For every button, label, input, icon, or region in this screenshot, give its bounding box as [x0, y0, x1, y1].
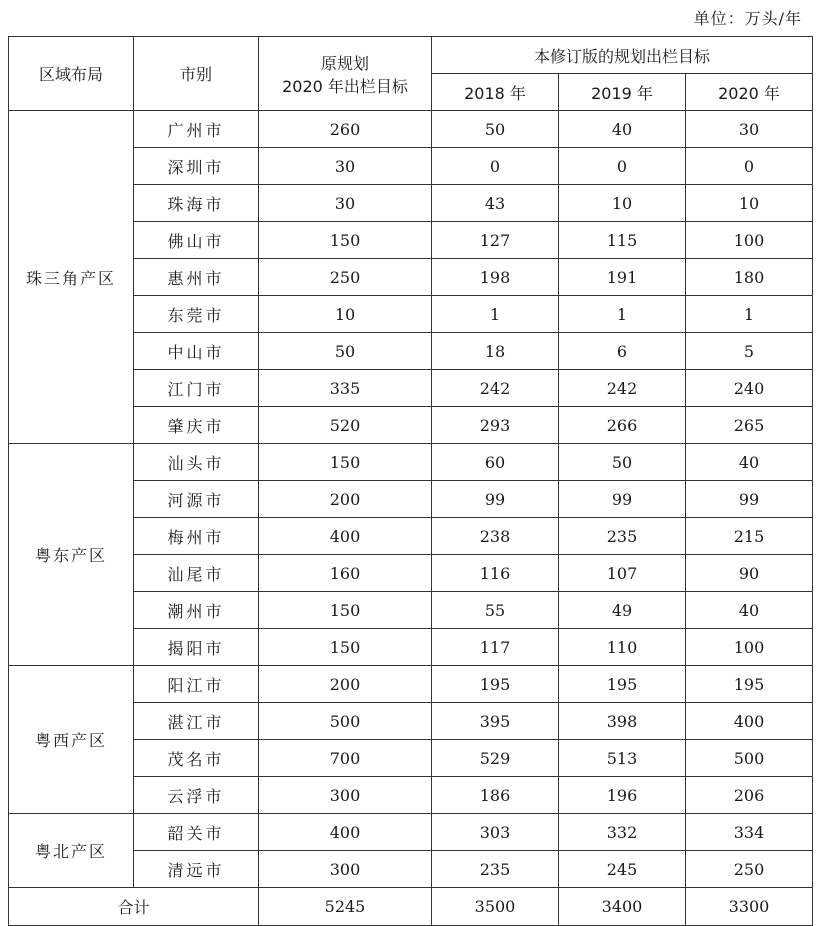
target-2020-cell: 1: [686, 296, 813, 333]
target-2018-cell: 99: [432, 481, 559, 518]
original-target-cell: 150: [259, 592, 432, 629]
original-target-cell: 700: [259, 740, 432, 777]
target-2020-cell: 240: [686, 370, 813, 407]
total-label: 合计: [9, 888, 259, 926]
target-2018-cell: 293: [432, 407, 559, 444]
target-2019-cell: 107: [559, 555, 686, 592]
data-table: [8, 36, 813, 926]
original-target-cell: 200: [259, 666, 432, 703]
target-2020-cell: 206: [686, 777, 813, 814]
original-target-cell: 400: [259, 814, 432, 851]
target-2019-cell: 266: [559, 407, 686, 444]
city-cell: 肇庆市: [134, 407, 259, 444]
city-cell: 东莞市: [134, 296, 259, 333]
original-target-cell: 300: [259, 851, 432, 888]
target-2019-cell: 50: [559, 444, 686, 481]
city-cell: 揭阳市: [134, 629, 259, 666]
target-2020-cell: 265: [686, 407, 813, 444]
city-cell: 中山市: [134, 333, 259, 370]
target-2020-cell: 250: [686, 851, 813, 888]
original-target-cell: 250: [259, 259, 432, 296]
city-cell: 惠州市: [134, 259, 259, 296]
region-cell: 珠三角产区: [9, 111, 134, 444]
city-cell: 云浮市: [134, 777, 259, 814]
target-2018-cell: 529: [432, 740, 559, 777]
city-cell: 汕头市: [134, 444, 259, 481]
region-cell: 粤北产区: [9, 814, 134, 888]
original-target-cell: 335: [259, 370, 432, 407]
target-2019-cell: 6: [559, 333, 686, 370]
city-cell: 潮州市: [134, 592, 259, 629]
original-target-cell: 400: [259, 518, 432, 555]
unit-label: 单位：万头/年: [693, 9, 802, 28]
table-row: [9, 814, 813, 851]
target-2018-cell: 43: [432, 185, 559, 222]
target-2018-cell: 117: [432, 629, 559, 666]
city-cell: 深圳市: [134, 148, 259, 185]
target-2019-cell: 191: [559, 259, 686, 296]
target-2018-cell: 116: [432, 555, 559, 592]
target-2019-cell: 1: [559, 296, 686, 333]
target-2020-cell: 40: [686, 444, 813, 481]
target-2020-cell: 215: [686, 518, 813, 555]
total-2019: 3400: [559, 888, 686, 926]
original-target-cell: 150: [259, 629, 432, 666]
target-2018-cell: 1: [432, 296, 559, 333]
total-original: 5245: [259, 888, 432, 926]
city-cell: 广州市: [134, 111, 259, 148]
original-target-cell: 30: [259, 148, 432, 185]
original-target-cell: 300: [259, 777, 432, 814]
header-original-plan-line2: 2020 年出栏目标: [282, 76, 408, 96]
city-cell: 梅州市: [134, 518, 259, 555]
target-2020-cell: 99: [686, 481, 813, 518]
target-2020-cell: 100: [686, 629, 813, 666]
city-cell: 湛江市: [134, 703, 259, 740]
target-2019-cell: 40: [559, 111, 686, 148]
target-2018-cell: 395: [432, 703, 559, 740]
original-target-cell: 520: [259, 407, 432, 444]
city-cell: 珠海市: [134, 185, 259, 222]
original-target-cell: 10: [259, 296, 432, 333]
target-2020-cell: 30: [686, 111, 813, 148]
header-original-plan-line1: 原规划: [320, 53, 369, 73]
target-2020-cell: 180: [686, 259, 813, 296]
city-cell: 汕尾市: [134, 555, 259, 592]
target-2020-cell: 90: [686, 555, 813, 592]
table-row: [9, 666, 813, 703]
target-2018-cell: 18: [432, 333, 559, 370]
target-2019-cell: 195: [559, 666, 686, 703]
target-2019-cell: 196: [559, 777, 686, 814]
target-2020-cell: 195: [686, 666, 813, 703]
target-2018-cell: 55: [432, 592, 559, 629]
target-2019-cell: 49: [559, 592, 686, 629]
target-2020-cell: 0: [686, 148, 813, 185]
region-cell: 粤西产区: [9, 666, 134, 814]
header-region: 区域布局: [9, 37, 134, 111]
target-2020-cell: 500: [686, 740, 813, 777]
original-target-cell: 260: [259, 111, 432, 148]
original-target-cell: 30: [259, 185, 432, 222]
target-2020-cell: 100: [686, 222, 813, 259]
target-2019-cell: 235: [559, 518, 686, 555]
target-2019-cell: 245: [559, 851, 686, 888]
target-2019-cell: 115: [559, 222, 686, 259]
header-city: 市别: [134, 37, 259, 111]
table-row: [9, 111, 813, 148]
target-2020-cell: 400: [686, 703, 813, 740]
target-2018-cell: 60: [432, 444, 559, 481]
target-2018-cell: 242: [432, 370, 559, 407]
total-2018: 3500: [432, 888, 559, 926]
city-cell: 江门市: [134, 370, 259, 407]
target-2018-cell: 198: [432, 259, 559, 296]
city-cell: 阳江市: [134, 666, 259, 703]
header-row-1: [9, 37, 813, 74]
target-2019-cell: 10: [559, 185, 686, 222]
city-cell: 河源市: [134, 481, 259, 518]
city-cell: 清远市: [134, 851, 259, 888]
target-2018-cell: 303: [432, 814, 559, 851]
target-2018-cell: 50: [432, 111, 559, 148]
target-2018-cell: 195: [432, 666, 559, 703]
target-2019-cell: 110: [559, 629, 686, 666]
header-2018: 2018 年: [432, 74, 559, 111]
target-2019-cell: 99: [559, 481, 686, 518]
city-cell: 韶关市: [134, 814, 259, 851]
city-cell: 佛山市: [134, 222, 259, 259]
total-2020: 3300: [686, 888, 813, 926]
target-2018-cell: 186: [432, 777, 559, 814]
target-2018-cell: 238: [432, 518, 559, 555]
original-target-cell: 200: [259, 481, 432, 518]
original-target-cell: 50: [259, 333, 432, 370]
original-target-cell: 150: [259, 444, 432, 481]
original-target-cell: 160: [259, 555, 432, 592]
table-body: [9, 111, 813, 888]
target-2018-cell: 0: [432, 148, 559, 185]
header-original-plan: [259, 37, 432, 111]
region-cell: 粤东产区: [9, 444, 134, 666]
header-revised-target: 本修订版的规划出栏目标: [432, 37, 813, 74]
target-2020-cell: 40: [686, 592, 813, 629]
table-row: [9, 444, 813, 481]
target-2020-cell: 5: [686, 333, 813, 370]
target-2020-cell: 334: [686, 814, 813, 851]
target-2019-cell: 242: [559, 370, 686, 407]
original-target-cell: 500: [259, 703, 432, 740]
target-2019-cell: 332: [559, 814, 686, 851]
city-cell: 茂名市: [134, 740, 259, 777]
header-2019: 2019 年: [559, 74, 686, 111]
target-2019-cell: 513: [559, 740, 686, 777]
target-2019-cell: 0: [559, 148, 686, 185]
target-2019-cell: 398: [559, 703, 686, 740]
target-2020-cell: 10: [686, 185, 813, 222]
target-2018-cell: 235: [432, 851, 559, 888]
total-row: [9, 888, 813, 926]
original-target-cell: 150: [259, 222, 432, 259]
target-2018-cell: 127: [432, 222, 559, 259]
header-2020: 2020 年: [686, 74, 813, 111]
